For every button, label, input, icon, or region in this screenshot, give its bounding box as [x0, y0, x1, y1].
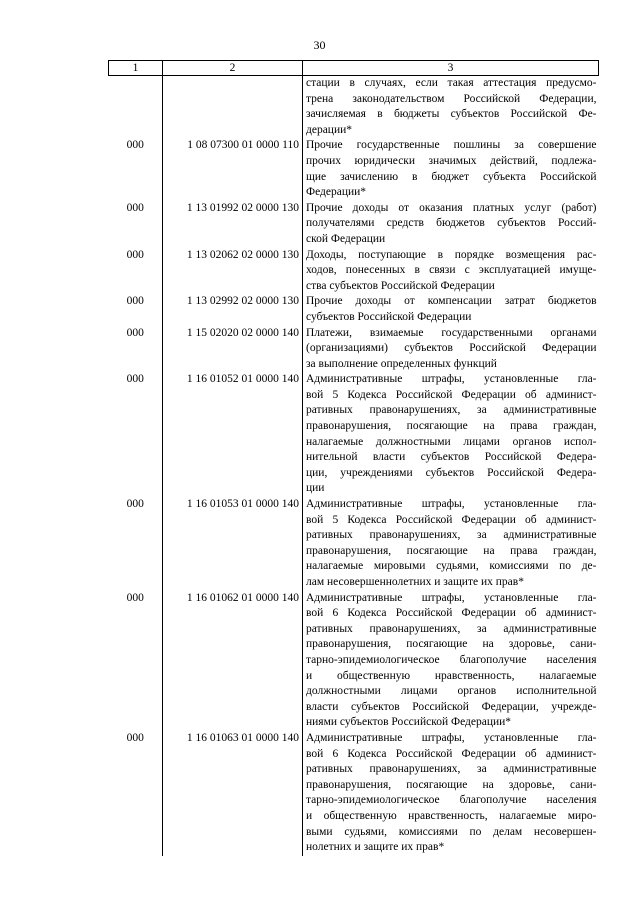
- text-line: лам несовершеннолетних и защите их прав*: [306, 576, 524, 588]
- revenue-code-cell: 1 16 01062 01 0000 140: [163, 591, 303, 731]
- text-line: Прочие доходы от компенсации затрат бюджетов: [306, 295, 597, 308]
- text-line: нительной власти субъектов Российской Федера-: [306, 451, 597, 464]
- table-header: [109, 61, 599, 76]
- table-row: [109, 372, 599, 497]
- revenue-code-cell: 1 13 02062 02 0000 130: [163, 248, 303, 295]
- text-line: ции, учреждениями субъектов Российской Федера-: [306, 466, 597, 479]
- table-row: [109, 248, 599, 295]
- text-line: дерации*: [306, 123, 353, 136]
- text-line: ративных правонарушениях, за административные: [306, 763, 597, 776]
- continuation-text: [303, 76, 599, 139]
- revenue-name-cell: [303, 294, 599, 325]
- table-row: [109, 138, 599, 200]
- text-line: (организациями) субъектов Российской Федерации: [306, 342, 597, 355]
- text-line: прочих юридически значимых действий, подлежа-: [306, 154, 597, 167]
- text-line: и общественную нравственность, налагаемые миро-: [306, 809, 597, 822]
- column-header-1: 1: [109, 61, 163, 76]
- revenue-name-cell: [303, 138, 599, 200]
- text-line: тарно-эпидемиологическое благополучие населения: [306, 794, 597, 807]
- revenue-code-cell: 1 13 01992 02 0000 130: [163, 201, 303, 248]
- text-line: ниями субъектов Российской Федерации*: [306, 716, 512, 729]
- text-line: должностными лицами органов исполнительной: [306, 685, 597, 698]
- revenue-code-cell: 1 16 01063 01 0000 140: [163, 731, 303, 856]
- text-line: ративных правонарушениях, за административные: [306, 404, 597, 417]
- text-line: субъектов Российской Федерации: [306, 310, 472, 323]
- text-line: правонарушения, посягающие на права граждан,: [306, 544, 597, 557]
- text-line: вой 6 Кодекса Российской Федерации об админист-: [306, 747, 597, 760]
- revenue-name-cell: [303, 372, 599, 497]
- text-line: получателями средств бюджетов субъектов Россий-: [306, 217, 597, 230]
- text-line: вой 5 Кодекса Российской Федерации об админист-: [306, 388, 597, 401]
- text-line: ской Федерации: [306, 232, 386, 245]
- revenue-code-cell: 1 16 01053 01 0000 140: [163, 497, 303, 591]
- revenue-code-cell: 1 16 01052 01 0000 140: [163, 372, 303, 497]
- table-row: [109, 731, 599, 856]
- text-line: Административные штрафы, установленные гла-: [306, 731, 597, 744]
- continuation-row: [109, 76, 599, 139]
- text-line: Прочие государственные пошлины за совершение: [306, 139, 597, 152]
- table-row: [109, 294, 599, 325]
- revenue-name-cell: [303, 248, 599, 295]
- text-line: налагаемые должностными лицами органов испол-: [306, 435, 597, 448]
- text-line: Административные штрафы, установленные гла-: [306, 498, 597, 511]
- table-row: [109, 591, 599, 731]
- text-line: стации в случаях, если такая аттестация предусмо-: [306, 77, 597, 89]
- continuation-col2: [163, 76, 303, 139]
- table-row: [109, 201, 599, 248]
- owner-code-cell: 000: [109, 294, 163, 325]
- revenue-code-cell: 1 15 02020 02 0000 140: [163, 326, 303, 373]
- revenue-name-cell: [303, 591, 599, 731]
- text-line: щие зачислению в бюджет субъекта Российской: [306, 170, 597, 183]
- revenue-code-cell: 1 08 07300 01 0000 110: [163, 138, 303, 200]
- revenue-name-cell: [303, 326, 599, 373]
- text-line: за выполнение определенных функций: [306, 357, 497, 370]
- owner-code-cell: 000: [109, 326, 163, 373]
- owner-code-cell: 000: [109, 731, 163, 856]
- text-line: нолетних и защите их прав*: [306, 841, 445, 854]
- continuation-col1: [109, 76, 163, 139]
- owner-code-cell: 000: [109, 248, 163, 295]
- text-line: ходов, понесенных в связи с эксплуатацией имуще-: [306, 264, 597, 277]
- owner-code-cell: 000: [109, 201, 163, 248]
- text-line: правонарушения, посягающие на здоровье, сани-: [306, 778, 597, 791]
- text-line: ративных правонарушениях, за административные: [306, 529, 597, 542]
- text-line: Административные штрафы, установленные гла-: [306, 591, 597, 604]
- text-line: власти субъектов Российской Федерации, учрежде-: [306, 700, 597, 713]
- text-line: вой 5 Кодекса Российской Федерации об админист-: [306, 513, 597, 526]
- revenue-code-cell: 1 13 02992 02 0000 130: [163, 294, 303, 325]
- text-line: трена законодательством Российской Федерации,: [306, 92, 597, 105]
- owner-code-cell: 000: [109, 138, 163, 200]
- owner-code-cell: 000: [109, 591, 163, 731]
- page-number: 30: [313, 38, 326, 52]
- text-line: ции: [306, 482, 325, 495]
- text-line: Административные штрафы, установленные гла-: [306, 373, 597, 386]
- owner-code-cell: 000: [109, 497, 163, 591]
- table-header-row: [109, 61, 599, 76]
- column-header-2: 2: [163, 61, 303, 76]
- text-line: и общественную нравственность, налагаемые: [306, 669, 597, 682]
- text-line: ративных правонарушениях, за административные: [306, 622, 597, 635]
- text-line: Федерации*: [306, 186, 367, 199]
- text-line: налагаемые мировыми судьями, комиссиями по де-: [306, 560, 597, 573]
- text-line: Доходы, поступающие в порядке возмещения рас-: [306, 248, 597, 261]
- column-header-3: 3: [303, 61, 599, 76]
- text-line: вой 6 Кодекса Российской Федерации об админист-: [306, 607, 597, 620]
- text-line: зачисляемая в бюджеты субъектов Российской Фе-: [306, 108, 597, 121]
- text-line: правонарушения, посягающие на права граждан,: [306, 420, 597, 433]
- text-line: выми судьями, комиссиями по делам несовершен-: [306, 825, 597, 838]
- text-line: тарно-эпидемиологическое благополучие населения: [306, 653, 597, 666]
- text-line: Платежи, взимаемые государственными органами: [306, 326, 597, 339]
- revenue-name-cell: [303, 731, 599, 856]
- table-row: [109, 497, 599, 591]
- text-line: ства субъектов Российской Федерации: [306, 279, 495, 292]
- table-body: [109, 76, 599, 856]
- revenue-name-cell: [303, 201, 599, 248]
- owner-code-cell: 000: [109, 372, 163, 497]
- table-row: [109, 326, 599, 373]
- revenue-name-cell: [303, 497, 599, 591]
- text-line: Прочие доходы от оказания платных услуг (работ): [306, 201, 597, 214]
- text-line: правонарушения, посягающие на здоровье, сани-: [306, 638, 597, 651]
- revenue-codes-table: [108, 60, 599, 856]
